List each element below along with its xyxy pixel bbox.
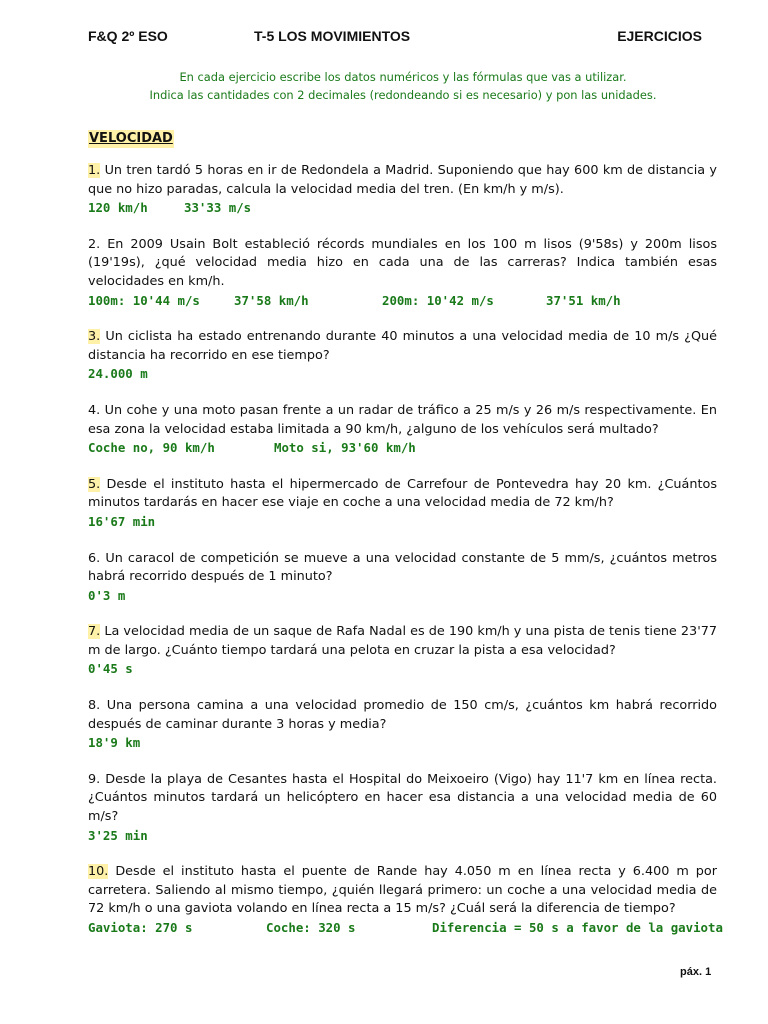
- answer-value: 16'67 min: [88, 513, 156, 529]
- answer-value: 0'45 s: [88, 661, 133, 677]
- answer-value: 24.000 m: [88, 366, 148, 382]
- answer-value: 33'33 m/s: [184, 200, 252, 216]
- exercise-text: Un cohe y una moto pasan frente a un radar de tráfico a 25 m/s y 26 m/s respectivamente. En esa zona la velocidad estaba limitada a 90 km/h, ¿alguno de los vehículos será multado?: [88, 402, 717, 437]
- exercise-number: 1.: [88, 163, 101, 178]
- exercise-question: [88, 550, 717, 587]
- exercise-item: [88, 476, 717, 532]
- exercise-item: [88, 771, 717, 845]
- answer-value: 18'9 km: [88, 735, 141, 751]
- exercise-answer: [88, 734, 717, 753]
- exercise-answer: [88, 292, 717, 311]
- exercise-list: [88, 162, 723, 956]
- exercise-number: 9.: [88, 771, 101, 787]
- exercise-item: [88, 697, 717, 753]
- exercise-answer: [88, 513, 717, 532]
- exercise-text: Un tren tardó 5 horas en ir de Redondela a Madrid. Suponiendo que hay 600 km de distancia y que no hizo paradas, calcula la velocidad media del tren. (En km/h y m/s).: [88, 163, 717, 197]
- answer-value: 100m: 10'44 m/s: [88, 292, 200, 308]
- exercise-item: [88, 236, 717, 310]
- exercise-item: [88, 550, 717, 606]
- exercise-number: 3.: [88, 329, 101, 345]
- answer-value: 200m: 10'42 m/s: [382, 292, 494, 308]
- exercise-text: Un caracol de competición se mueve a una velocidad constante de 5 mm/s, ¿cuántos metros habrá recorrido después de 1 minuto?: [88, 550, 717, 585]
- exercise-number: 2.: [88, 236, 101, 252]
- exercise-text: Desde el instituto hasta el puente de Rande hay 4.050 m en línea recta y 6.400 m por carretera. Saliendo al mismo tiempo, ¿quién llegará primero: un coche a una velocidad media de 72 km/h o una gaviota volando en línea recta a 15 m/s? ¿Cuál será la diferencia de tiempo?: [88, 864, 717, 917]
- exercise-answer: [88, 827, 717, 846]
- exercise-question: [88, 328, 717, 365]
- exercise-number: 5.: [88, 476, 101, 492]
- exercise-question: [88, 476, 717, 513]
- exercise-text: En 2009 Usain Bolt estableció récords mundiales en los 100 m lisos (9'58s) y 200m lisos (19'19s), ¿qué velocidad media hizo en cada una de las carreras? Indica también esas velocidades en km/h.: [88, 236, 717, 289]
- exercise-item: [88, 623, 717, 679]
- instruction-line: En cada ejercicio escribe los datos numéricos y las fórmulas que vas a utilizar.: [179, 70, 627, 84]
- answer-value: 37'51 km/h: [546, 292, 621, 308]
- answer-value: Gaviota: 270 s: [88, 920, 193, 935]
- answer-value: Coche no, 90 km/h: [88, 440, 215, 456]
- header-type: EJERCICIOS: [617, 28, 702, 44]
- answer-value: Diferencia = 50 s a favor de la gaviota: [432, 920, 723, 935]
- header-subject: F&Q 2º ESO: [88, 28, 168, 44]
- answer-value: Moto si, 93'60 km/h: [274, 440, 416, 456]
- page-header: [88, 26, 704, 48]
- answer-value: 120 km/h: [88, 200, 148, 216]
- exercise-answer: [88, 660, 717, 679]
- exercise-question: [88, 623, 717, 660]
- exercise-number: 4.: [88, 402, 101, 418]
- exercise-text: Desde la playa de Cesantes hasta el Hospital do Meixoeiro (Vigo) hay 11'7 km en línea recta. ¿Cuántos minutos tardará un helicóptero en hacer esa distancia a una velocidad media de 60 m/s?: [88, 771, 717, 825]
- exercise-question: [88, 236, 717, 292]
- exercise-number: 10.: [88, 864, 109, 880]
- exercise-question: [88, 162, 717, 199]
- exercise-text: Una persona camina a una velocidad promedio de 150 cm/s, ¿cuántos km habrá recorrido después de caminar durante 3 horas y media?: [88, 698, 717, 732]
- exercise-answer: [88, 439, 717, 458]
- instruction-line: Indica las cantidades con 2 decimales (redondeando si es necesario) y pon las unidades.: [149, 88, 657, 102]
- answer-value: Coche: 320 s: [266, 920, 356, 935]
- answer-value: 0'3 m: [88, 587, 126, 603]
- exercise-question: [88, 863, 717, 919]
- exercise-answer: [88, 919, 723, 938]
- exercise-answer: [88, 199, 717, 218]
- exercise-question: [88, 697, 717, 734]
- exercise-answer: [88, 365, 717, 384]
- exercise-answer: [88, 587, 717, 606]
- instructions: [88, 68, 718, 104]
- exercise-item: [88, 402, 717, 458]
- exercise-question: [88, 771, 717, 827]
- exercise-question: [88, 402, 717, 439]
- exercise-item: [88, 162, 717, 218]
- answer-value: 37'58 km/h: [234, 292, 309, 308]
- section-title: VELOCIDAD: [89, 131, 173, 146]
- header-topic: T-5 LOS MOVIMIENTOS: [254, 28, 411, 44]
- exercise-number: 6.: [88, 550, 101, 566]
- exercise-number: 7.: [88, 624, 101, 640]
- exercise-text: Desde el instituto hasta el hipermercado de Carrefour de Pontevedra hay 20 km. ¿Cuántos minutos tardarás en hacer ese viaje en coche a una velocidad media de 72 km/h?: [88, 476, 717, 511]
- exercise-item: [88, 863, 723, 937]
- exercise-text: Un ciclista ha estado entrenando durante 40 minutos a una velocidad media de 10 m/s ¿Qué distancia ha recorrido en ese tiempo?: [88, 329, 717, 363]
- exercise-text: La velocidad media de un saque de Rafa Nadal es de 190 km/h y una pista de tenis tiene 23'77 m de largo. ¿Cuánto tiempo tardará una pelota en cruzar la pista a esa velocidad?: [88, 624, 717, 658]
- exercise-number: 8.: [88, 698, 101, 714]
- exercise-item: [88, 328, 717, 384]
- answer-value: 3'25 min: [88, 827, 148, 843]
- page-number: páx. 1: [680, 966, 712, 978]
